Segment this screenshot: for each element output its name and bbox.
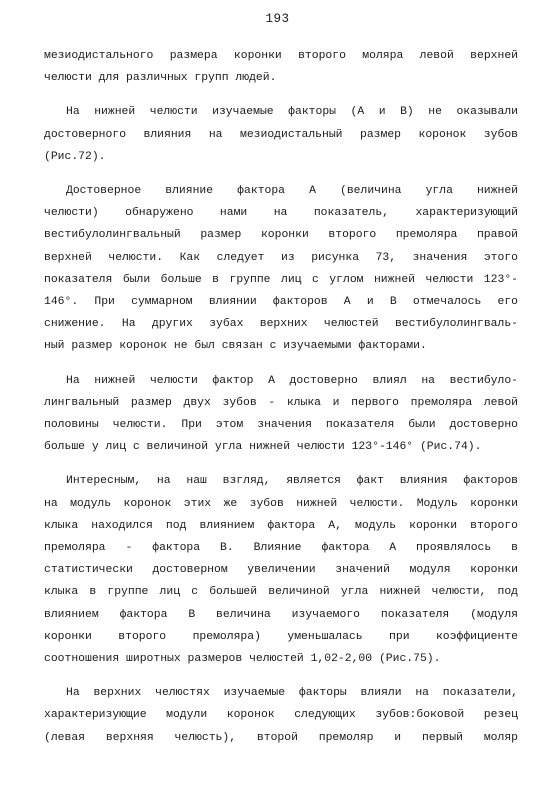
text-line: Достоверное влияние фактора А (величина угла нижней — [66, 185, 518, 198]
text-line: мезиодистального размера коронки второго моляра левой верхней — [44, 50, 518, 62]
text-line: статистически достоверном увеличении значений модуля коронки — [44, 564, 518, 577]
document-body — [44, 45, 518, 761]
text-line: характеризующие модули коронок следующих зубов:боковой резец — [44, 709, 518, 722]
paragraph-1 — [44, 45, 518, 89]
text-line: больше у лиц с величиной угла нижней челюсти 123°-146° (Рис.74). — [44, 441, 482, 454]
text-line: челюсти для различных групп людей. — [44, 72, 277, 85]
page-number: 193 — [265, 12, 290, 26]
text-line: влиянием фактора В величина изучаемого показателя (модуля — [44, 608, 518, 621]
text-line: вестибулолингвальный размер коронки второго премоляра правой — [44, 229, 518, 242]
text-line: ный размер коронок не был связан с изучаемыми факторами. — [44, 340, 427, 353]
text-line: На нижней челюсти фактор А достоверно влиял на вестибуло- — [66, 374, 518, 387]
text-line: клыка находился под влиянием фактора А, модуль коронки второго — [44, 519, 518, 532]
text-line: На нижней челюсти изучаемые факторы (А и В) не оказывали — [66, 106, 518, 119]
paragraph-4 — [44, 370, 518, 459]
text-line: достоверного влияния на мезиодистальный размер коронок зубов — [44, 128, 518, 141]
paragraph-3 — [44, 180, 518, 358]
paragraph-2 — [44, 101, 518, 168]
text-line: клыка в группе лиц с большей величиной угла нижней челюсти, под — [44, 586, 518, 599]
text-line: (Рис.72). — [44, 150, 106, 163]
text-line: 146°. При суммарном влиянии факторов А и В отмечалось его — [44, 296, 518, 309]
text-line: соотношения широтных размеров челюстей 1,02-2,00 (Рис.75). — [44, 653, 441, 666]
text-line: челюсти) обнаружено нами на показатель, характеризующий — [44, 207, 518, 220]
paragraph-5 — [44, 470, 518, 670]
text-line: коронки второго премоляра) уменьшалась при коэффициенте — [44, 630, 518, 643]
text-line: половины челюсти. При этом значения показателя были достоверно — [44, 419, 518, 432]
text-line: На верхних челюстях изучаемые факторы влияли на показатели, — [66, 687, 518, 700]
paragraph-6 — [44, 682, 518, 749]
text-line: показателя были больше в группе лиц с углом нижней челюсти 123°- — [44, 273, 518, 286]
text-line: Интересным, на наш взгляд, является факт влияния факторов — [66, 475, 518, 488]
text-line: премоляра - фактора В. Влияние фактора А проявлялось в — [44, 542, 518, 555]
text-line: лингвальный размер двух зубов - клыка и первого премоляра левой — [44, 396, 518, 409]
text-line: снижение. На других зубах верхних челюстей вестибулолингваль- — [44, 318, 518, 331]
text-line: верхней челюсти. Как следует из рисунка 73, значения этого — [44, 251, 518, 264]
text-line: (левая верхняя челюсть), второй премоляр и первый моляр — [44, 731, 518, 744]
text-line: на модуль коронок этих же зубов нижней челюсти. Модуль коронки — [44, 497, 518, 510]
